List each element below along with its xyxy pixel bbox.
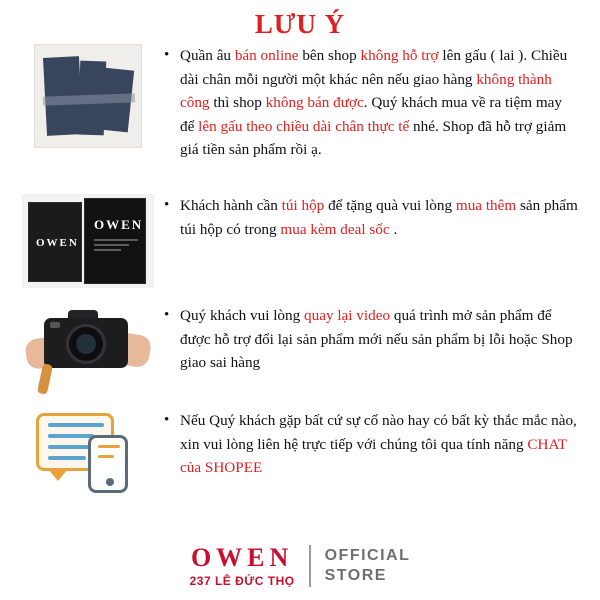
notice-text-block	[164, 409, 588, 480]
official-store-label	[325, 546, 411, 586]
owen-gift-boxes-photo: OWEN OWEN	[12, 194, 164, 288]
footer	[0, 544, 600, 588]
bullet-marker: •	[164, 197, 170, 213]
bullet-marker: •	[164, 307, 170, 323]
owen-logo: OWEN	[190, 543, 294, 572]
list-item	[12, 304, 588, 409]
camera-in-hands-photo	[12, 304, 164, 396]
list-item	[12, 194, 588, 304]
list-item	[12, 409, 588, 514]
notice-paragraph: Quý khách vui lòng quay lại video quá trình mở sản phẩm để được hỗ trợ đổi lại sản phẩm mới nếu sản phẩm bị lỗi hoặc Shop giao sai hàng	[180, 307, 573, 371]
store-label: STORE	[324, 567, 387, 584]
brand-block	[190, 544, 309, 588]
page-title: LƯU Ý	[254, 9, 346, 39]
notice-text-block	[164, 44, 588, 162]
notice-text-block	[164, 194, 588, 241]
notice-paragraph: Khách hành cần túi hộp để tặng quà vui lòng mua thêm sản phẩm túi hộp có trong mua kèm deal sốc .	[180, 197, 578, 238]
notice-paragraph: Nếu Quý khách gặp bất cứ sự cố nào hay có bất kỳ thắc mắc nào, xin vui lòng liên hệ trực tiếp với chúng tôi qua tính năng CHAT của SHOPEE	[180, 412, 577, 476]
notice-list	[0, 44, 600, 514]
notice-text-block	[164, 304, 588, 375]
bullet-marker: •	[164, 47, 170, 63]
store-address: 237 LÊ ĐỨC THỌ	[189, 574, 295, 588]
chat-message-icon	[12, 409, 164, 495]
notice-paragraph: Quần âu bán online bên shop không hỗ trợ lên gấu ( lai ). Chiều dài chân mỗi người một khác nên nếu giao hàng không thành công thì shop không bán được. Quý khách mua về ra tiệm may để lên gấu theo chiều dài chân thực tế nhé. Shop đã hỗ trợ giảm giá tiền sản phẩm rồi ạ.	[180, 47, 568, 158]
folded-jeans-photo	[12, 44, 164, 148]
footer-divider	[309, 545, 311, 587]
list-item	[12, 44, 588, 194]
official-label: OFFICIAL	[324, 547, 411, 564]
bullet-marker: •	[164, 412, 170, 428]
